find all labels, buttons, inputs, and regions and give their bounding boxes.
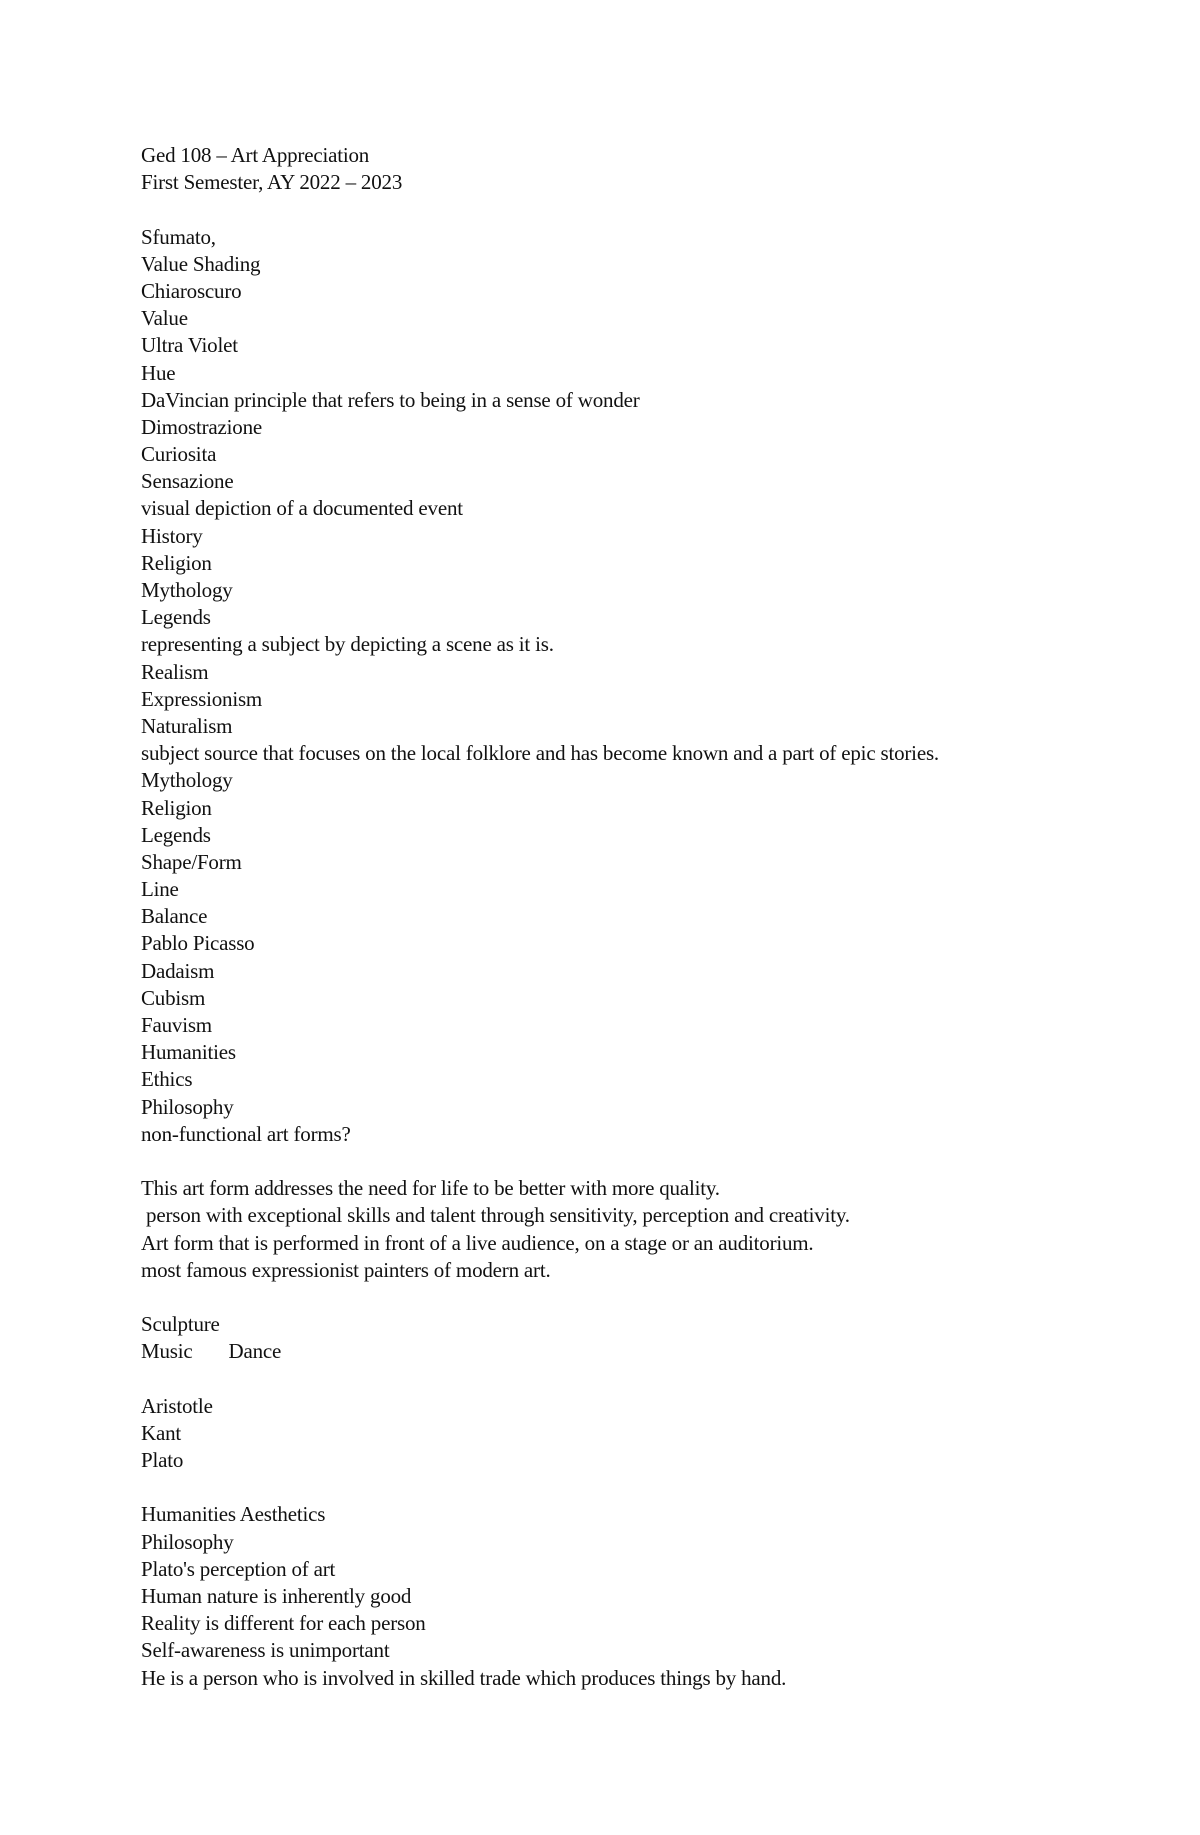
text-line: Humanities <box>141 1040 236 1065</box>
blank-line <box>141 1474 1141 1501</box>
text-line: Ultra Violet <box>141 333 238 358</box>
text-line: Philosophy <box>141 1094 234 1119</box>
text-line: Plato <box>141 1448 184 1472</box>
text-line: Sfumato, <box>141 224 216 249</box>
blank-line <box>141 196 1141 223</box>
text-line: Religion <box>141 550 212 575</box>
text-line: Religion <box>141 795 212 820</box>
text-line: Line <box>141 877 179 902</box>
text-line: Curiosita <box>141 442 217 467</box>
text-line: Legends <box>141 822 211 847</box>
text-line: most famous expressionist painters of modern art. <box>141 1257 551 1282</box>
blank-line <box>141 1284 1141 1311</box>
text-line: Sensazione <box>141 469 234 494</box>
text-line-tabbed <box>141 1338 1141 1365</box>
text-line: visual depiction of a documented event <box>141 496 463 521</box>
text-line: Balance <box>141 904 208 929</box>
text-line: Value <box>141 306 188 331</box>
text-line: Mythology <box>141 578 233 602</box>
text-line: Cubism <box>141 985 206 1010</box>
text-line: Realism <box>141 659 209 684</box>
text-line: Mythology <box>141 768 233 793</box>
text-line: Sculpture <box>141 1312 220 1337</box>
blank-line <box>141 1365 1141 1392</box>
text-line: Philosophy <box>141 1529 234 1554</box>
text-line: Value Shading <box>141 251 261 276</box>
course-title: Ged 108 – Art Appreciation <box>141 143 370 167</box>
text-line: representing a subject by depicting a scene as it is. <box>141 632 554 657</box>
text-line: Dadaism <box>141 958 215 983</box>
text-line: Shape/Form <box>141 849 242 874</box>
text-line: Expressionism <box>141 686 263 711</box>
text-line: Human nature is inherently good <box>141 1583 412 1608</box>
text-line: Chiaroscuro <box>141 278 242 303</box>
text-line: Dimostrazione <box>141 414 263 439</box>
text-line: He is a person who is involved in skilled trade which produces things by hand. <box>141 1665 787 1690</box>
text-line: Humanities Aesthetics <box>141 1502 326 1527</box>
text-line: Reality is different for each person <box>141 1611 426 1636</box>
semester-line: First Semester, AY 2022 – 2023 <box>141 170 403 195</box>
text-line: This art form addresses the need for life to be better with more quality. <box>141 1176 720 1201</box>
document-body <box>141 142 1141 1692</box>
text-line: Naturalism <box>141 713 233 738</box>
text-line: Art form that is performed in front of a live audience, on a stage or an auditorium. <box>141 1230 814 1255</box>
tab-item-music: Music <box>141 1339 193 1364</box>
text-line: Fauvism <box>141 1013 212 1037</box>
text-line: Self-awareness is unimportant <box>141 1638 390 1663</box>
tab-item-dance: Dance <box>228 1339 282 1364</box>
text-line: Kant <box>141 1420 182 1445</box>
text-line: person with exceptional skills and talent through sensitivity, perception and creativity. <box>141 1203 850 1228</box>
text-line: Aristotle <box>141 1393 213 1418</box>
text-line: History <box>141 523 203 548</box>
text-line: non-functional art forms? <box>141 1121 351 1146</box>
text-line: subject source that focuses on the local folklore and has become known and a part of epic stories. <box>141 741 939 766</box>
text-line: Plato's perception of art <box>141 1556 336 1581</box>
text-line: DaVincian principle that refers to being in a sense of wonder <box>141 387 640 412</box>
blank-line <box>141 1148 1141 1175</box>
text-line: Pablo Picasso <box>141 931 255 956</box>
text-line: Ethics <box>141 1067 193 1092</box>
text-line: Legends <box>141 605 211 630</box>
text-line: Hue <box>141 360 176 385</box>
